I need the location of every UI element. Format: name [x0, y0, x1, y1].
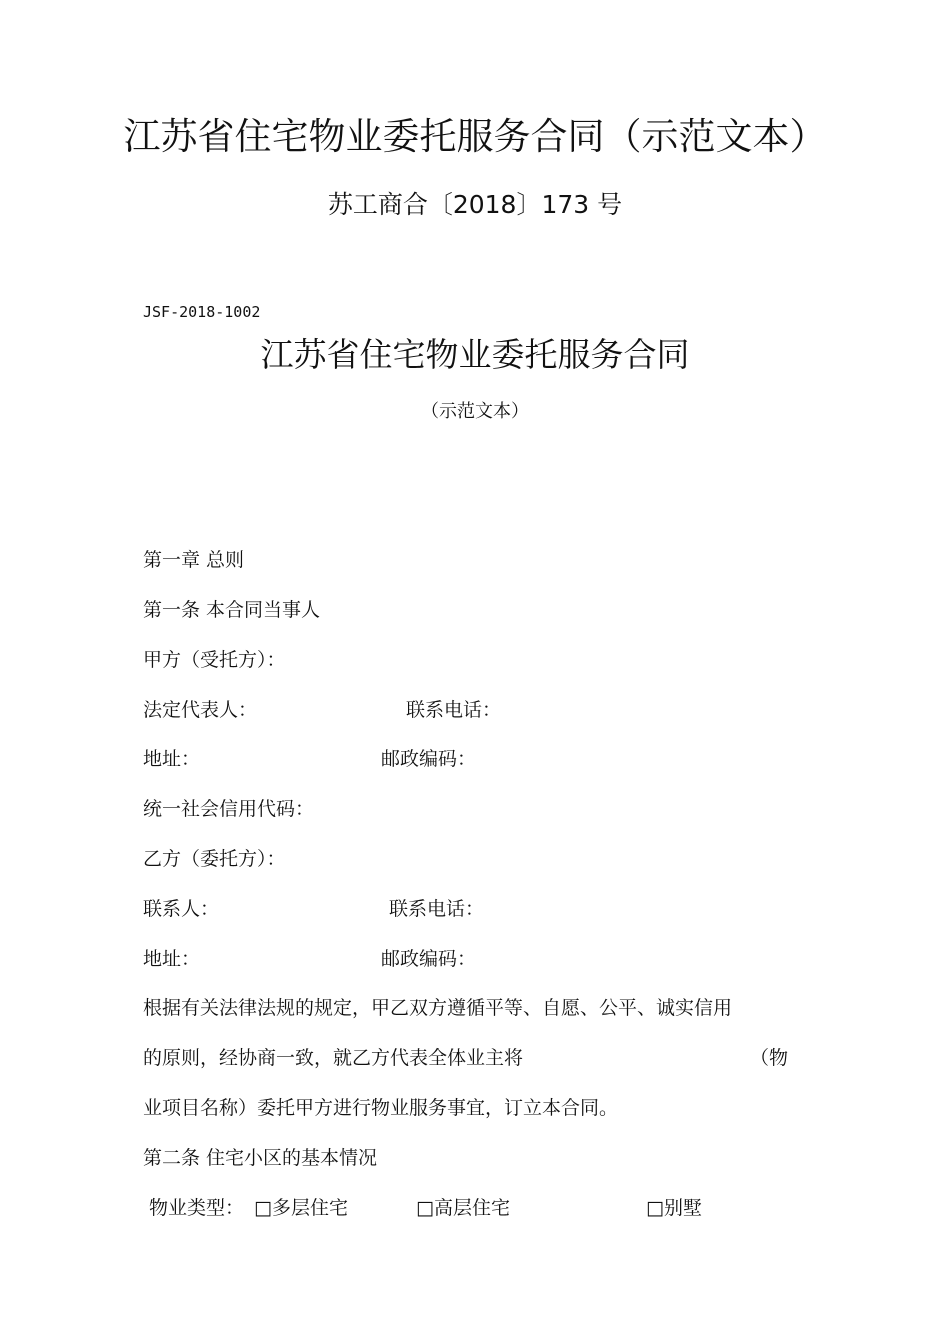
document-number: 苏工商合〔2018〕173 号	[327, 190, 623, 219]
postcode-b-label: 邮政编码：	[381, 948, 477, 970]
contract-title: 江苏省住宅物业委托服务合同	[260, 335, 690, 374]
chapter-heading: 第一章 总则	[143, 549, 245, 571]
sample-note: （示范文本）	[421, 401, 529, 422]
postcode-a-label: 邮政编码：	[381, 748, 477, 770]
paragraph-line: 的原则，经协商一致，就乙方代表全体业主将	[143, 1047, 524, 1069]
address-a-label: 地址：	[143, 748, 201, 770]
document-title: 江苏省住宅物业委托服务合同（示范文本）	[123, 115, 827, 158]
address-b-label: 地址：	[143, 948, 201, 970]
article-heading: 第二条 住宅小区的基本情况	[143, 1147, 378, 1169]
paragraph-line: 业项目名称）委托甲方进行物业服务事宜，订立本合同。	[143, 1097, 619, 1119]
property-type-label: 物业类型：	[149, 1197, 245, 1219]
phone-a-label: 联系电话：	[406, 699, 502, 721]
phone-b-label: 联系电话：	[389, 898, 485, 920]
property-type-option[interactable]: □别墅	[646, 1197, 702, 1219]
article-heading: 第一条 本合同当事人	[143, 599, 321, 621]
paragraph-line: 根据有关法律法规的规定，甲乙双方遵循平等、自愿、公平、诚实信用	[143, 997, 733, 1019]
paragraph-line-end: （物	[750, 1047, 789, 1069]
party-a-label: 甲方（受托方）：	[143, 649, 286, 671]
property-type-option[interactable]: □高层住宅	[416, 1197, 510, 1219]
credit-code-label: 统一社会信用代码：	[143, 798, 315, 820]
party-b-label: 乙方（委托方）：	[143, 848, 286, 870]
legal-rep-label: 法定代表人：	[143, 699, 258, 721]
property-type-option[interactable]: □多层住宅	[254, 1197, 348, 1219]
contact-b-label: 联系人：	[143, 898, 220, 920]
contract-code: JSF-2018-1002	[143, 303, 261, 321]
